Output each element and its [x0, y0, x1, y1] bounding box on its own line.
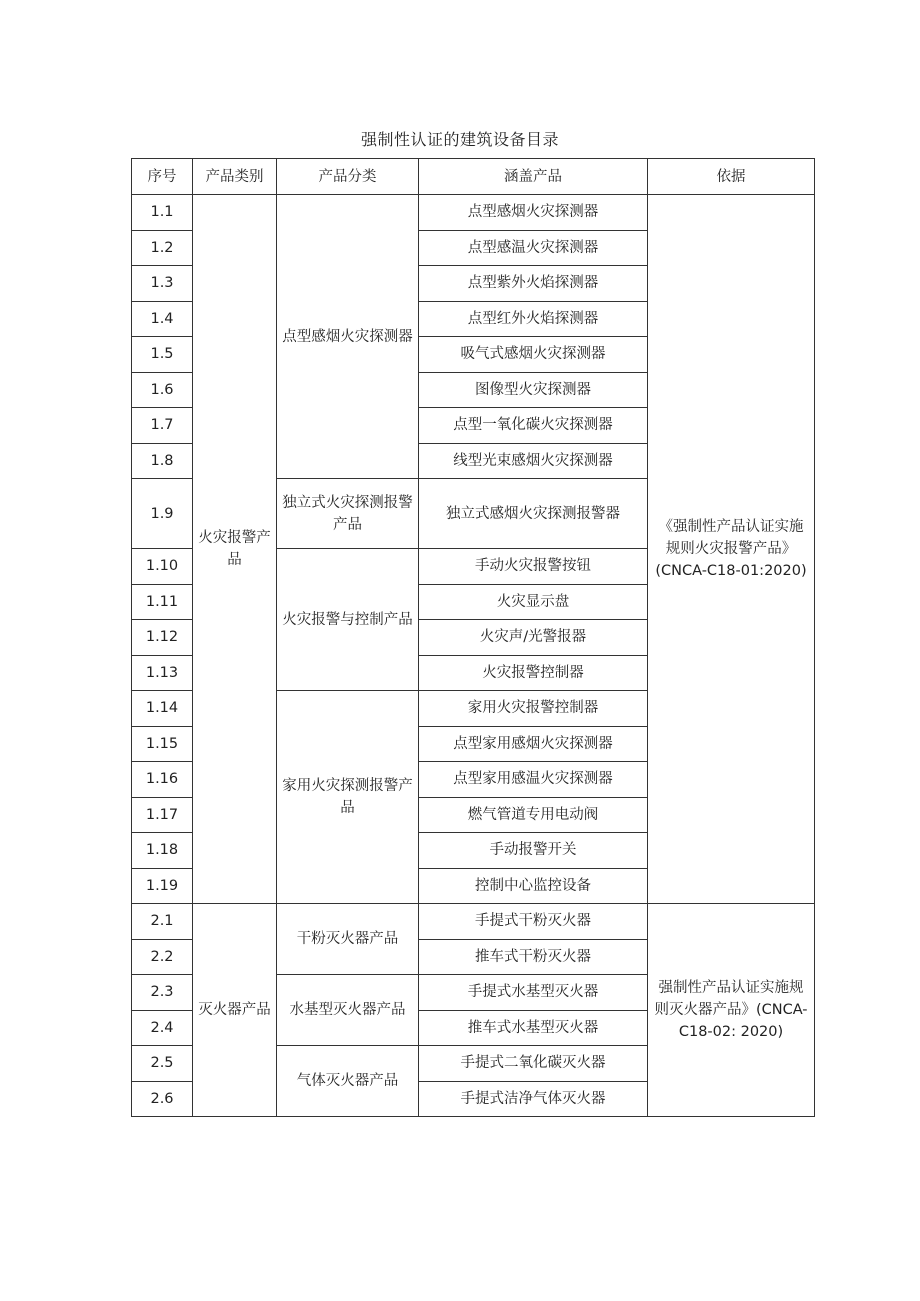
covered-product-cell: 图像型火灾探测器: [419, 372, 648, 408]
row-serial-no: 1.14: [132, 691, 193, 727]
row-serial-no: 1.3: [132, 266, 193, 302]
table-row: [132, 904, 815, 940]
product-category-cell: 火灾报警产品: [193, 195, 277, 904]
table-row: [132, 195, 815, 231]
row-serial-no: 2.6: [132, 1081, 193, 1117]
covered-product-cell: 推车式水基型灭火器: [419, 1010, 648, 1046]
row-serial-no: 1.13: [132, 655, 193, 691]
covered-product-cell: 家用火灾报警控制器: [419, 691, 648, 727]
row-serial-no: 2.2: [132, 939, 193, 975]
row-serial-no: 1.7: [132, 408, 193, 444]
row-serial-no: 2.5: [132, 1046, 193, 1082]
row-serial-no: 1.19: [132, 868, 193, 904]
row-serial-no: 1.4: [132, 301, 193, 337]
row-serial-no: 1.16: [132, 762, 193, 798]
header-basis: 依据: [648, 159, 815, 195]
covered-product-cell: 控制中心监控设备: [419, 868, 648, 904]
product-classification-cell: 家用火灾探测报警产品: [277, 691, 419, 904]
row-serial-no: 1.1: [132, 195, 193, 231]
product-classification-cell: 点型感烟火灾探测器: [277, 195, 419, 479]
covered-product-cell: 点型感烟火灾探测器: [419, 195, 648, 231]
row-serial-no: 1.12: [132, 620, 193, 656]
row-serial-no: 1.6: [132, 372, 193, 408]
row-serial-no: 2.1: [132, 904, 193, 940]
covered-product-cell: 独立式感烟火灾探测报警器: [419, 479, 648, 549]
covered-product-cell: 点型感温火灾探测器: [419, 230, 648, 266]
covered-product-cell: 手提式洁净气体灭火器: [419, 1081, 648, 1117]
covered-product-cell: 点型家用感烟火灾探测器: [419, 726, 648, 762]
row-serial-no: 1.11: [132, 584, 193, 620]
covered-product-cell: 手提式二氧化碳灭火器: [419, 1046, 648, 1082]
document-title: 强制性认证的建筑设备目录: [360, 130, 559, 149]
row-serial-no: 1.17: [132, 797, 193, 833]
product-classification-cell: 气体灭火器产品: [277, 1046, 419, 1117]
covered-product-cell: 点型一氧化碳火灾探测器: [419, 408, 648, 444]
basis-cell: 强制性产品认证实施规则灭火器产品》(CNCA-C18-02: 2020): [648, 904, 815, 1117]
header-serial-no: 序号: [132, 159, 193, 195]
covered-product-cell: 手提式水基型灭火器: [419, 975, 648, 1011]
covered-product-cell: 火灾显示盘: [419, 584, 648, 620]
product-classification-cell: 干粉灭火器产品: [277, 904, 419, 975]
covered-product-cell: 手动火灾报警按钮: [419, 549, 648, 585]
covered-product-cell: 点型紫外火焰探测器: [419, 266, 648, 302]
row-serial-no: 1.5: [132, 337, 193, 373]
covered-product-cell: 线型光束感烟火灾探测器: [419, 443, 648, 479]
covered-product-cell: 手动报警开关: [419, 833, 648, 869]
basis-cell: 《强制性产品认证实施规则火灾报警产品》(CNCA-C18-01:2020): [648, 195, 815, 904]
table-header-row: [132, 159, 815, 195]
covered-product-cell: 火灾声/光警报器: [419, 620, 648, 656]
row-serial-no: 1.18: [132, 833, 193, 869]
covered-product-cell: 点型红外火焰探测器: [419, 301, 648, 337]
row-serial-no: 1.10: [132, 549, 193, 585]
header-covered-products: 涵盖产品: [419, 159, 648, 195]
header-product-classification: 产品分类: [277, 159, 419, 195]
covered-product-cell: 燃气管道专用电动阀: [419, 797, 648, 833]
table-body: [132, 195, 815, 1117]
row-serial-no: 1.15: [132, 726, 193, 762]
equipment-catalog-table: [131, 158, 815, 1117]
covered-product-cell: 手提式干粉灭火器: [419, 904, 648, 940]
product-classification-cell: 独立式火灾探测报警产品: [277, 479, 419, 549]
header-product-category: 产品类别: [193, 159, 277, 195]
covered-product-cell: 点型家用感温火灾探测器: [419, 762, 648, 798]
row-serial-no: 1.8: [132, 443, 193, 479]
row-serial-no: 2.3: [132, 975, 193, 1011]
covered-product-cell: 吸气式感烟火灾探测器: [419, 337, 648, 373]
product-category-cell: 灭火器产品: [193, 904, 277, 1117]
row-serial-no: 1.2: [132, 230, 193, 266]
row-serial-no: 1.9: [132, 479, 193, 549]
product-classification-cell: 火灾报警与控制产品: [277, 549, 419, 691]
product-classification-cell: 水基型灭火器产品: [277, 975, 419, 1046]
row-serial-no: 2.4: [132, 1010, 193, 1046]
covered-product-cell: 推车式干粉灭火器: [419, 939, 648, 975]
covered-product-cell: 火灾报警控制器: [419, 655, 648, 691]
